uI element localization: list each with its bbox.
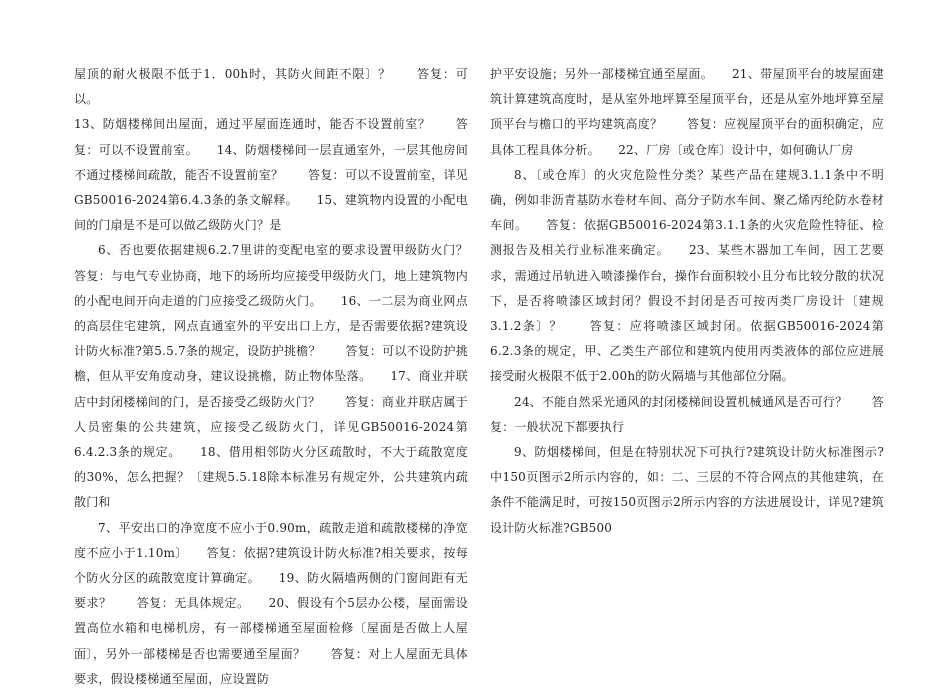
paragraph: 8、〔或仓库〕的火灾危险性分类？某些产品在建规3.1.1条中不明确，例如非沥青基防水卷材车间、高分子防水车间、聚乙烯丙纶防水卷材车间。 答复：依据GB50016-2024第3.1.1条的火灾危险性特征、检测报告及相关行业标准来确定。 23、某些木器加工车间，因工艺要求，需通过吊轨进入喷漆操作台，操作台面积较小且分布比较分散的状况下，是否将喷漆区域封闭？假设不封闭是否可按丙类厂房设计〔建规3.1.2条〕？ 答复：应将喷漆区域封闭。依据GB50016-2024第6.2.3条的规定，甲、乙类生产部位和建筑内使用丙类液体的部位应进展接受耐火极限不低于2.00h的防火隔墙与其他部位分隔。 (490, 167, 884, 384)
paragraph: 9、防烟楼梯间，但是在特别状况下可执行?建筑设计防火标准图示?中150页图示2所示内容的，如：二、三层的不符合网点的其他建筑，在条件不能满足时，可按150页图示2所示内容的方法进展设计，详见?建筑设计防火标准?GB500 (490, 445, 884, 535)
paragraph: 24、不能自然采光通风的封闭楼梯间设置机械通风是否可行？ 答复：一般状况下都要执行 (490, 394, 884, 434)
right-column (490, 62, 884, 541)
paragraph: 护平安设施；另外一部楼梯宜通至屋面。 21、带屋顶平台的坡屋面建筑计算建筑高度时，是从室外地坪算至屋顶平台，还是从室外地坪算至屋顶平台与檐口的平均建筑高度？ 答复：应视屋顶平台的面积确定，应具体工程具体分析。 22、厂房〔或仓库〕设计中，如何确认厂房 (490, 67, 884, 157)
paragraph: 13、防烟楼梯间出屋面，通过平屋面连通时，能否不设置前室？ 答复：可以不设置前室。 14、防烟楼梯间一层直通室外，一层其他房间不通过楼梯间疏散，能否不设置前室？ 答复：可以不设置前室，详见GB50016-2024第6.4.3条的条文解释。 15、建筑物内设置的小配电间的门扇是不是可以做乙级防火门？是 (74, 117, 468, 233)
paragraph: 7、平安出口的净宽度不应小于0.90m，疏散走道和疏散楼梯的净宽度不应小于1.10m〕 答复：依据?建筑设计防火标准?相关要求，按每个防火分区的疏散宽度计算确定。 19、防火隔墙两侧的门窗间距有无要求？ 答复：无具体规定。 20、假设有个5层办公楼，屋面需设置高位水箱和电梯机房，有一部楼梯通至屋面检修〔屋面是否做上人屋面〕，另外一部楼梯是否也需要通至屋面？ 答复：对上人屋面无具体要求，假设楼梯通至屋面，应设置防 (74, 520, 468, 686)
paragraph: 屋顶的耐火极限不低于1．00h时，其防火间距不限〕？ 答复：可以。 (74, 67, 468, 107)
paragraph: 6、否也要依据建规6.2.7里讲的变配电室的要求设置甲级防火门？ 答复：与电气专业协商，地下的场所均应接受甲级防火门，地上建筑物内的小配电间开向走道的门应接受乙级防火门。 16、一二层为商业网点的高层住宅建筑，网点直通室外的平安出口上方，是否需要依据?建筑设计防火标准?第5.5.7条的规定，设防护挑檐？ 答复：可以不设防护挑檐，但从平安角度动身，建议设挑檐，防止物体坠落。 17、商业并联店中封闭楼梯间的门，是否接受乙级防火门？ 答复：商业并联店属于人员密集的公共建筑，应接受乙级防火门，详见GB50016-2024第6.4.2.3条的规定。 18、借用相邻防火分区疏散时，不大于疏散宽度的30%，怎么把握？〔建规5.5.18除本标准另有规定外，公共建筑内疏散门和 (74, 243, 493, 510)
left-column (74, 62, 493, 692)
